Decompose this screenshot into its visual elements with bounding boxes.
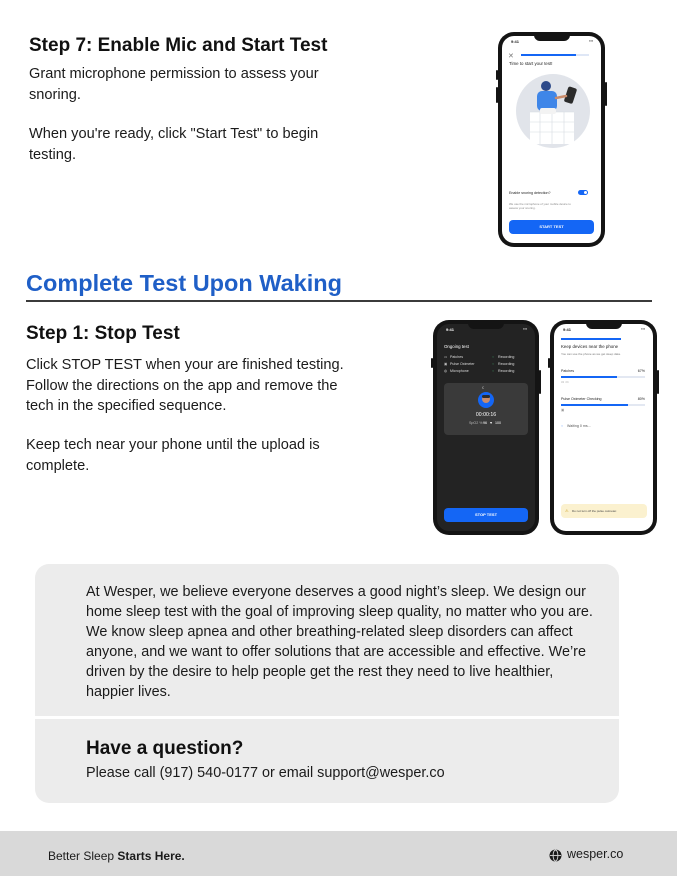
upload-name: Patches [561,369,574,373]
status-icons: ▪▪▪ [589,39,593,43]
step7-title: Step 7: Enable Mic and Start Test [29,35,328,56]
globe-icon [549,849,562,862]
onboarding-progress [521,54,576,56]
question-title: Have a question? [86,738,244,759]
warning-banner [561,504,647,518]
footer [0,831,677,876]
upload-percent: 80% [637,397,645,401]
heart-rate-value: 100 [495,421,501,425]
patch-icon: ▭ [444,355,448,359]
spo2-value: 96 [483,421,487,425]
test-timer: 00:00:16 [475,412,497,418]
microphone-icon: ◍ [444,369,448,373]
close-icon[interactable]: ✕ [508,53,514,60]
sleeper-avatar [478,392,494,408]
snoring-toggle[interactable] [578,190,588,195]
upload-percent: 67% [637,369,645,373]
status-time: 9:41 [563,327,572,332]
patch-icon: ▭ ▭ [561,380,569,384]
check-icon: ◌ [492,369,495,373]
check-icon: ◌ [492,362,495,366]
step1-paragraph-1: Click STOP TEST when your are finished testing. Follow the directions on the app and remove the tech in the specified sequence. [26,357,344,414]
moon-icon: ☾ [482,386,486,390]
upload-name: Pulse Oximeter Checking [561,397,602,401]
spo2-label: SpO2 % [469,421,483,425]
status-time: 9:41 [511,39,520,44]
phone3-subheading: You can use the phone as we get sleep data. [561,352,621,356]
check-icon: ◌ [492,355,495,359]
section-divider [26,300,652,302]
phone-upload [550,320,657,535]
section-title: Complete Test Upon Waking [26,270,342,296]
mission-paragraph: At Wesper, we believe everyone deserves a good night’s sleep. We design our home sleep test with the goal of improving sleep quality, no matter who you are. We know sleep apnea and other breathing-related sleep disorders can affect anyone, and we want to offer solutions that are accessible and effective. We’re driven by the desire to help people get the rest they need to live healthier, happier lives. [86,584,593,700]
phone-ongoing-test [433,320,539,535]
spinner-icon: ◌ [561,424,564,428]
upload-progress-bar [561,376,617,378]
step7-paragraph-1: Grant microphone permission to assess your snoring. [29,66,319,103]
timer-card [444,383,528,435]
device-row: ▣ Pulse Oximeter ◌ Recording [444,362,515,366]
device-list [444,355,528,376]
stop-test-button[interactable]: STOP TEST [444,508,528,522]
start-test-button[interactable]: START TEST [509,220,594,234]
step1-paragraph-2: Keep tech near your phone until the upload is complete. [26,437,320,474]
phone1-heading: Time to start your test! [509,61,553,66]
tagline-bold: Starts Here. [117,849,185,863]
phone-start-test [498,32,605,247]
question-box [35,719,619,803]
step7-paragraph-2: When you're ready, click "Start Test" to begin testing. [29,126,319,163]
heart-icon: ♥ [490,421,493,425]
sleeping-person-illustration [516,74,590,148]
upload-progress-header [561,338,621,340]
oximeter-icon: ▣ [561,408,565,412]
status-icons: ▪▪▪ [523,327,527,331]
warning-text: Do not turn off the pulse oximeter. [572,509,617,513]
device-row: ◍ Microphone ◌ Recording [444,369,515,373]
phone3-heading: Keep devices near the phone [561,344,619,349]
status-time: 9:41 [446,327,455,332]
upload-progress-bar [561,404,628,406]
mission-box [35,564,619,716]
step1-title: Step 1: Stop Test [26,323,180,344]
waiting-status: Waiting 0 ms... [567,424,591,428]
oximeter-icon: ▣ [444,362,448,366]
warning-icon: ⚠ [565,508,569,513]
footer-tagline [48,849,185,863]
phone1-toggle-note: We use the microphone of your mobile device to assess your snoring. [509,202,571,210]
phone2-heading: Ongoing test [444,344,469,349]
question-contact: Please call (917) 540-0177 or email support@wesper.co [86,765,445,781]
device-row: ▭ Patches ◌ Recording [444,355,515,359]
phone1-toggle-label: Enable snoring detection? [509,191,551,195]
tagline-light: Better Sleep [48,849,115,863]
status-icons: ▪▪▪ [641,327,645,331]
footer-website[interactable]: wesper.co [567,847,624,861]
